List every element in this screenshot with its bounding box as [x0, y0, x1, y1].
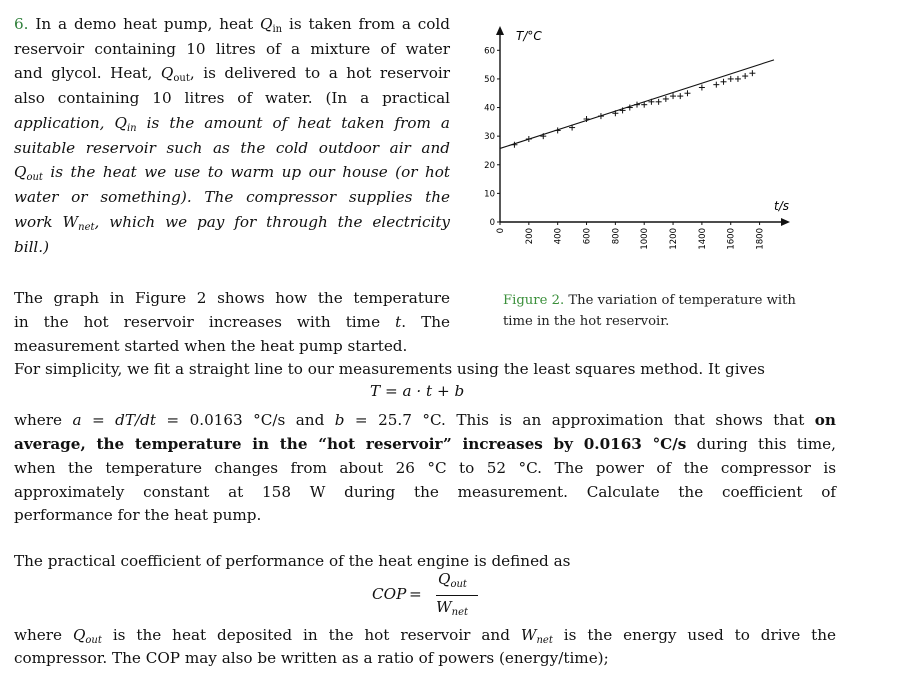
- problem-line-9: work $W_{net}$, which we pay for through the electricity: [14, 213, 451, 233]
- chart-x-ticks: [496, 222, 766, 250]
- where-line-5: performance for the heat pump.: [14, 506, 262, 524]
- cop-lhs: COP: [372, 585, 407, 603]
- x-tick-label: 1200: [669, 228, 680, 250]
- x-tick-label: 1000: [640, 228, 651, 250]
- data-point: [735, 76, 741, 82]
- cop-line-3: compressor. The COP may also be written as a ratio of powers (energy/time);: [14, 649, 609, 667]
- data-point: [656, 99, 662, 105]
- where-line-2: average, the temperature in the “hot reservoir” increases by 0.0163 °C/s during this time,: [14, 435, 836, 453]
- problem-line-3: and glycol. Heat, $Q_{out}$, is delivered to a hot reservoir: [14, 64, 450, 84]
- fraction-bar: [436, 595, 478, 596]
- data-point: [742, 73, 748, 79]
- cop-numerator: $Q_{out}$: [438, 570, 467, 590]
- chart-points: [511, 70, 755, 148]
- data-point: [699, 85, 705, 91]
- fit-equation: T = a · t + b: [370, 382, 465, 400]
- problem-line-5: application, $Q_{in}$ is the amount of heat taken from a: [14, 114, 450, 134]
- problem-line-8: water or something). The compressor supplies the: [14, 188, 450, 206]
- problem-line-7: $Q_{out}$ is the heat we use to warm up our house (or hot: [14, 163, 450, 183]
- x-tick-label: 1600: [726, 228, 737, 250]
- x-tick-label: 1800: [755, 228, 766, 250]
- y-tick-label: 30: [484, 132, 495, 143]
- problem-line-2: reservoir containing 10 litres of a mixture of water: [14, 40, 450, 58]
- x-tick-label: 600: [582, 228, 593, 245]
- data-point: [749, 70, 755, 76]
- x-axis-arrow: [781, 218, 790, 226]
- y-tick-label: 60: [484, 46, 495, 57]
- where-line-3: when the temperature changes from about 26 °C to 52 °C. The power of the compressor is: [14, 459, 836, 477]
- cop-line-2: where $Q_{out}$ is the heat deposited in the hot reservoir and $W_{net}$ is the energy used to drive the: [14, 626, 836, 646]
- x-tick-label: 400: [553, 228, 564, 245]
- graph-para-line-2: in the hot reservoir increases with time t. The: [14, 313, 450, 331]
- y-axis-arrow: [496, 26, 504, 35]
- where-line-4: approximately constant at 158 W during the measurement. Calculate the coefficient of: [14, 483, 836, 501]
- x-axis-label: t/s: [774, 199, 789, 213]
- data-point: [713, 82, 719, 88]
- data-point: [612, 110, 618, 116]
- problem-line-10: bill.): [14, 238, 50, 256]
- data-point: [684, 90, 690, 96]
- graph-para-line-3: measurement started when the heat pump started.: [14, 337, 408, 355]
- figure-caption: [503, 290, 843, 332]
- chart-y-ticks: [484, 46, 500, 228]
- y-tick-label: 0: [489, 218, 495, 228]
- data-point: [555, 127, 561, 133]
- data-point: [721, 79, 727, 85]
- graph-para-line-1: The graph in Figure 2 shows how the temperature: [14, 289, 450, 307]
- y-tick-label: 50: [484, 74, 495, 85]
- caption-line-2: time in the hot reservoir.: [503, 314, 670, 329]
- data-point: [677, 93, 683, 99]
- data-point: [728, 76, 734, 82]
- cop-denominator: $W_{net}$: [436, 598, 469, 618]
- x-tick-label: 1400: [697, 228, 708, 250]
- data-point: [598, 113, 604, 119]
- problem-line-1: 6. In a demo heat pump, heat $Q_{in}$ is taken from a cold: [14, 15, 450, 35]
- x-tick-label: 800: [611, 228, 622, 245]
- x-tick-label: 0: [496, 228, 506, 234]
- cop-line-1: The practical coefficient of performance of the heat engine is defined as: [14, 552, 571, 570]
- data-point: [634, 102, 640, 108]
- graph-para-line-4: For simplicity, we fit a straight line to our measurements using the least squares method. It gives: [14, 360, 765, 378]
- data-point: [670, 93, 676, 99]
- y-tick-label: 20: [484, 160, 495, 171]
- temperature-chart: [470, 14, 810, 274]
- y-tick-label: 10: [484, 189, 495, 200]
- problem-number: 6.: [14, 15, 29, 33]
- data-point: [663, 96, 669, 102]
- where-line-1: where a = dT/dt = 0.0163 °C/s and b = 25.7 °C. This is an approximation that shows that on: [14, 411, 836, 429]
- problem-line-4: also containing 10 litres of water. (In a practical: [14, 89, 450, 107]
- problem-line-6: suitable reservoir such as the cold outdoor air and: [14, 139, 450, 157]
- x-tick-label: 200: [524, 228, 535, 245]
- caption-label: Figure 2.: [503, 293, 565, 308]
- y-tick-label: 40: [484, 103, 495, 114]
- y-axis-label: T/°C: [516, 29, 542, 43]
- caption-line-1: Figure 2. The variation of temperature with: [503, 293, 796, 308]
- data-point: [526, 136, 532, 142]
- chart-axes: [496, 26, 790, 226]
- cop-equation: COP = $Q_{out}$ $W_{net}$: [372, 572, 492, 622]
